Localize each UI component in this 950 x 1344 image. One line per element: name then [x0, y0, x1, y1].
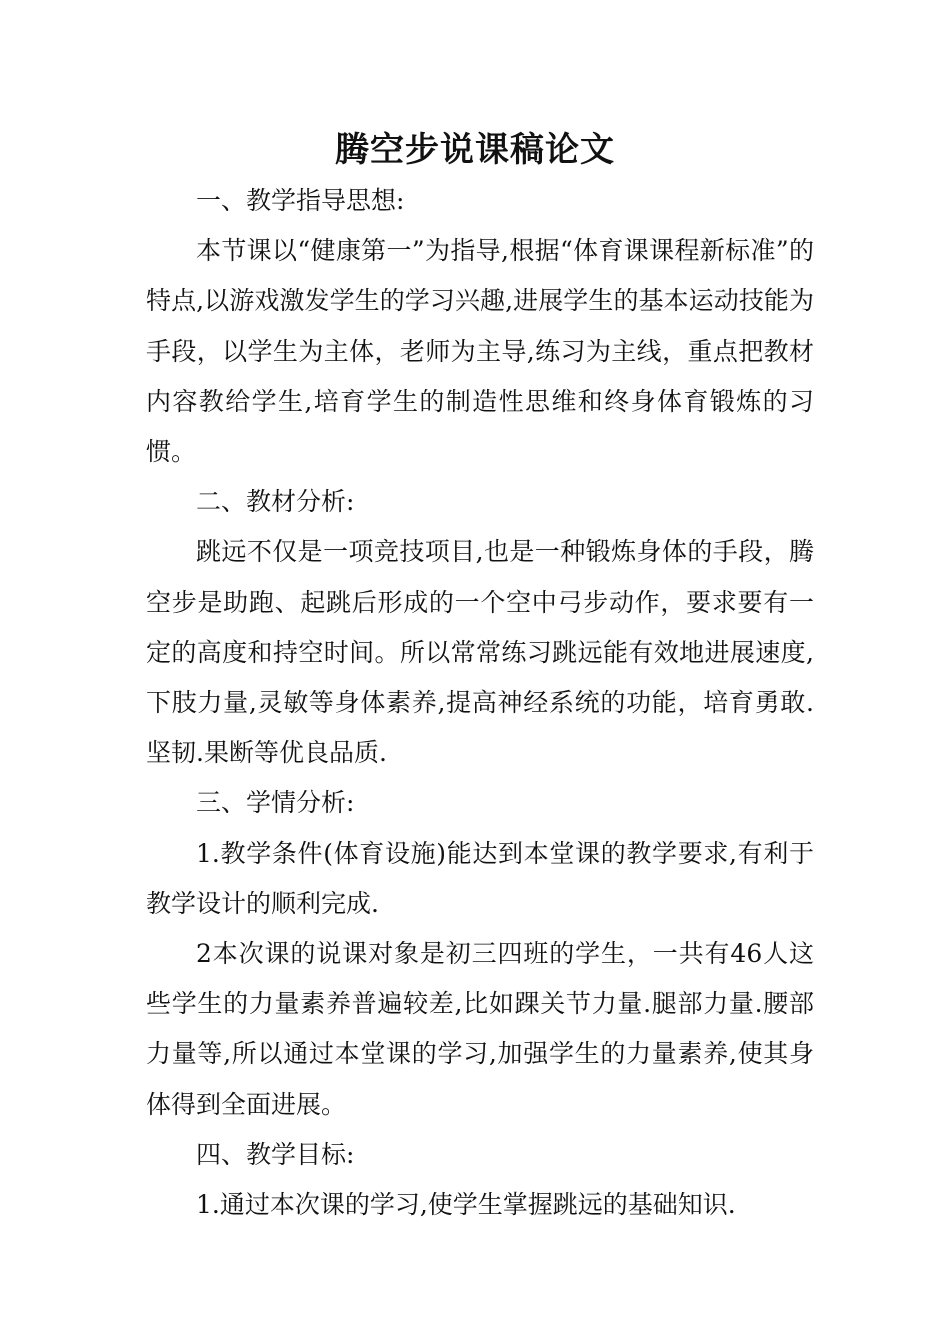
- paragraph-teaching-philosophy: 本节课以“健康第一”为指导,根据“体育课课程新标准”的特点,以游戏激发学生的学习兴趣,进展学生的基本运动技能为手段，以学生为主体，老师为主导,练习为主线，重点把教材内容教给学生,培育学生的制造性思维和终身体育锻炼的习惯。: [146, 236, 814, 467]
- section-heading-teaching-goals: 四、教学目标:: [196, 1139, 355, 1169]
- section-heading-material-analysis: 二、教材分析:: [196, 487, 355, 517]
- paragraph-student-analysis-1: 1.教学条件(体育设施)能达到本堂课的教学要求,有利于教学设计的顺利完成.: [146, 838, 814, 918]
- section-heading-teaching-philosophy: 一、教学指导思想:: [196, 186, 405, 215]
- section-heading-student-analysis: 三、学情分析:: [196, 788, 355, 818]
- document-title: 腾空步说课稿论文: [335, 130, 615, 170]
- document-body: [146, 176, 814, 1230]
- paragraph-teaching-goal-1: 1.通过本次课的学习,使学生掌握跳远的基础知识.: [196, 1190, 736, 1220]
- paragraph-student-analysis-2: 2本次课的说课对象是初三四班的学生，一共有46人这些学生的力量素养普遍较差,比如踝关节力量.腿部力量.腰部力量等,所以通过本堂课的学习,加强学生的力量素养,使其身体得到全面进展。: [146, 939, 814, 1119]
- paragraph-material-analysis: 跳远不仅是一项竞技项目,也是一种锻炼身体的手段，腾空步是助跑、起跳后形成的一个空中弓步动作，要求要有一定的高度和持空时间。所以常常练习跳远能有效地进展速度,下肢力量,灵敏等身体素养,提高神经系统的功能，培育勇敢.坚韧.果断等优良品质.: [146, 537, 814, 768]
